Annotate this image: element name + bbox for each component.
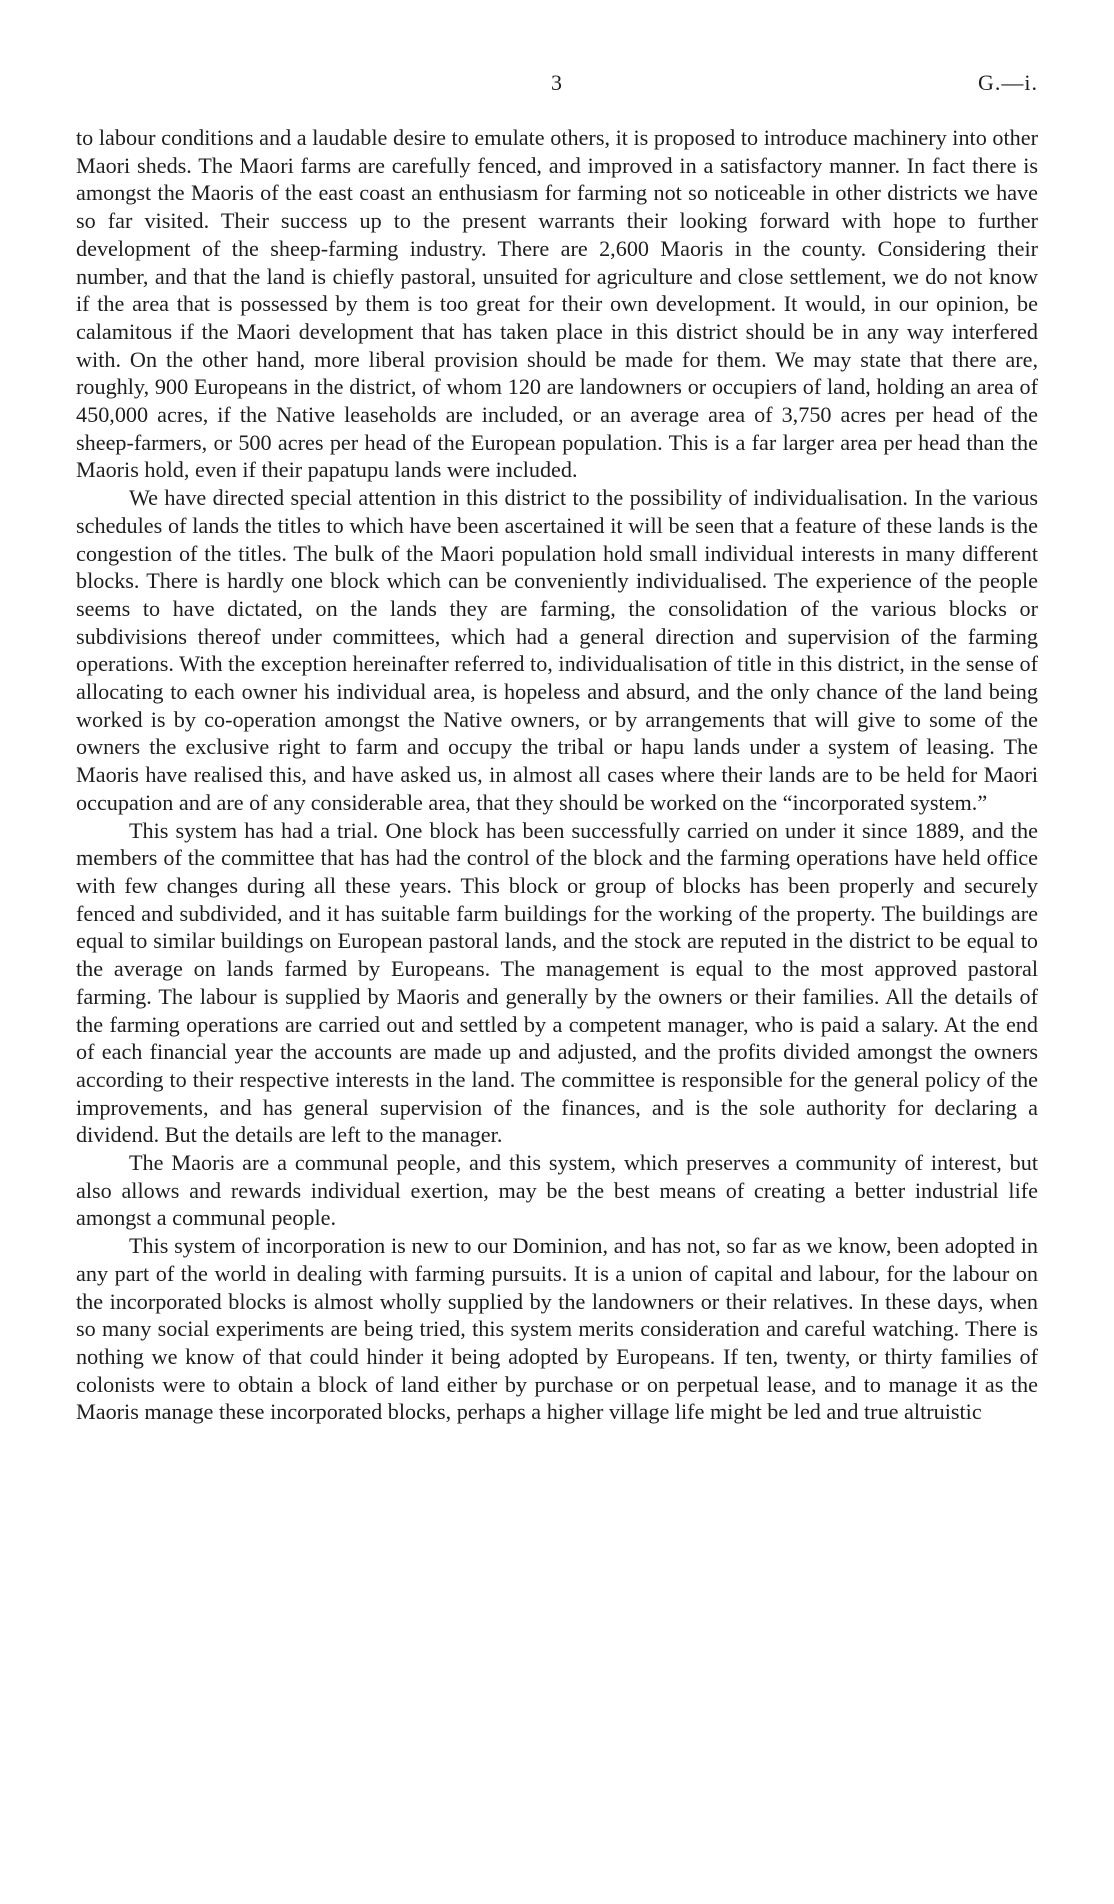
page-header <box>76 70 1038 100</box>
paragraph: This system of incorporation is new to our Dominion, and has not, so far as we know, been adopted in any part of the world in dealing with farming pursuits. It is a union of capital and labour, for the labour on the incorporated blocks is almost wholly supplied by the landowners or their relatives. In these days, when so many social experiments are being tried, this system merits consideration and careful watching. There is nothing we know of that could hinder it being adopted by Europeans. If ten, twenty, or thirty families of colonists were to obtain a block of land either by purchase or on perpetual lease, and to manage it as the Maoris manage these incorporated blocks, perhaps a higher village life might be led and true altruistic <box>76 1233 1038 1425</box>
body-text <box>76 124 1038 1426</box>
paragraph: This system has had a trial. One block has been successfully carried on under it since 1889, and the members of the committee that has had the control of the block and the farming operations have held office with few changes during all these years. This block or group of blocks has been properly and securely fenced and subdivided, and it has suitable farm buildings for the working of the property. The buildings are equal to similar buildings on European pastoral lands, and the stock are reputed in the district to be equal to the average on lands farmed by Europeans. The management is equal to the most approved pastoral farming. The labour is supplied by Maoris and generally by the owners or their families. All the details of the farming operations are carried out and settled by a competent manager, who is paid a salary. At the end of each financial year the accounts are made up and adjusted, and the profits divided amongst the owners according to their respective interests in the land. The committee is responsible for the general policy of the improvements, and has general supervision of the finances, and is the sole authority for declaring a dividend. But the details are left to the manager. <box>76 817 1038 1148</box>
paragraph: We have directed special attention in this district to the possibility of individualisation. In the various schedules of lands the titles to which have been ascertained it will be seen that a feature of these lands is the congestion of the titles. The bulk of the Maori population hold small individual interests in many different blocks. There is hardly one block which can be conveniently individualised. The experience of the people seems to have dictated, on the lands they are farming, the consolidation of the various blocks or subdivisions thereof under committees, which had a general direction and supervision of the farming operations. With the exception hereinafter referred to, individualisation of title in this district, in the sense of allocating to each owner his individual area, is hopeless and absurd, and the only chance of the land being worked is by co-operation amongst the Native owners, or by arrangements that will give to some of the owners the exclusive right to farm and occupy the tribal or hapu lands under a system of leasing. The Maoris have realised this, and have asked us, in almost all cases where their lands are to be held for Maori occupation and are of any considerable area, that they should be worked on the “incorporated system.” <box>76 485 1038 815</box>
page-number: 3 <box>551 70 563 95</box>
document-reference: G.—i. <box>978 70 1038 95</box>
paragraph: The Maoris are a communal people, and this system, which preserves a community of interest, but also allows and rewards individual exertion, may be the best means of creating a better industrial life amongst a communal people. <box>76 1150 1038 1231</box>
paragraph: to labour conditions and a laudable desire to emulate others, it is proposed to introduce machinery into other Maori sheds. The Maori farms are carefully fenced, and improved in a satisfactory manner. In fact there is amongst the Maoris of the east coast an enthusiasm for farming not so noticeable in other districts we have so far visited. Their success up to the present warrants their looking forward with hope to further development of the sheep-farming industry. There are 2,600 Maoris in the county. Considering their number, and that the land is chiefly pastoral, unsuited for agriculture and close settlement, we do not know if the area that is possessed by them is too great for their own development. It would, in our opinion, be calamitous if the Maori development that has taken place in this district should be in any way interfered with. On the other hand, more liberal provision should be made for them. We may state that there are, roughly, 900 Europeans in the district, of whom 120 are landowners or occupiers of land, holding an area of 450,000 acres, if the Native leaseholds are included, or an average area of 3,750 acres per head of the sheep-farmers, or 500 acres per head of the European population. This is a far larger area per head than the Maoris hold, even if their papatupu lands were included. <box>76 125 1038 483</box>
